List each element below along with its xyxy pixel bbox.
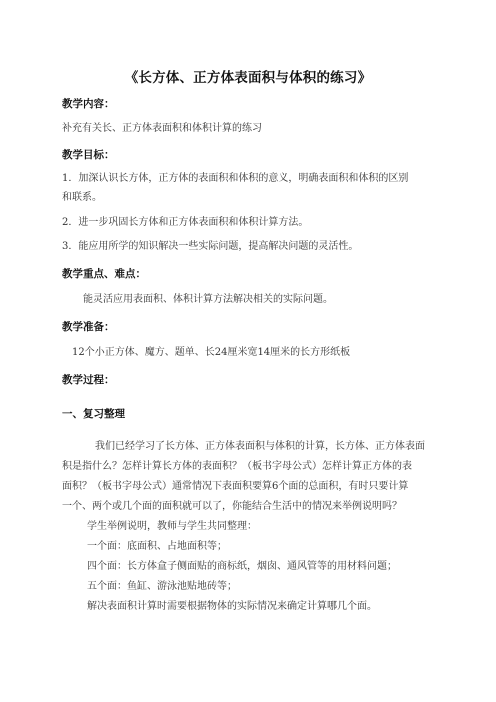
content-text: 补充有关长、正方体表面积和体积计算的练习 bbox=[62, 123, 262, 134]
review-para-line-1: 我们已经学习了长方体、正方体表面积与体积的计算，长方体、正方体表面 bbox=[95, 441, 425, 452]
content-heading: 教学内容： bbox=[62, 98, 115, 110]
goal-3: 3．能应用所学的知识解决一些实际问题，提高解决问题的灵活性。 bbox=[62, 241, 359, 252]
review-para-line-3: 面积？（板书字母公式）通常情况下表面积要算6个面的总面积，有时只要计算 bbox=[62, 481, 409, 492]
document-title: 《长方体、正方体表面积与体积的练习》 bbox=[124, 70, 372, 86]
goal-1-line-1: 1．加深认识长方体，正方体的表面积和体积的意义，明确表面积和体积的区别 bbox=[62, 173, 409, 184]
conclusion-line: 解决表面积计算时需要根据物体的实际情况来确定计算哪几个面。 bbox=[87, 601, 377, 612]
one-face-line: 一个面：底面积、占地面积等； bbox=[87, 541, 227, 552]
review-para-line-4: 一个、两个或几个面的面积就可以了，你能结合生活中的情况来举例说明吗？ bbox=[62, 501, 402, 512]
goal-1-line-2: 和联系。 bbox=[62, 192, 102, 203]
four-faces-line: 四个面：长方体盒子侧面贴的商标纸，烟囱、通风管等的用材料问题； bbox=[87, 561, 397, 572]
prep-heading: 教学准备： bbox=[62, 321, 115, 333]
review-heading: 一、复习整理 bbox=[62, 408, 125, 420]
keypoints-text: 能灵活应用表面积、体积计算方法解决相关的实际问题。 bbox=[83, 294, 333, 305]
goals-heading: 教学目标： bbox=[62, 149, 115, 161]
prep-text: 12个小正方体、魔方、题单、长24厘米宽14厘米的长方形纸板 bbox=[72, 347, 351, 358]
process-heading: 教学过程： bbox=[62, 374, 115, 386]
five-faces-line: 五个面：鱼缸、游泳池贴地砖等； bbox=[87, 581, 237, 592]
keypoints-heading: 教学重点、难点： bbox=[62, 268, 146, 280]
students-line: 学生举例说明，教师与学生共同整理： bbox=[87, 521, 257, 532]
review-para-line-2: 积是指什么？怎样计算长方体的表面积？（板书字母公式）怎样计算正方体的表 bbox=[62, 461, 412, 472]
goal-2: 2．进一步巩固长方体和正方体表面积和体积计算方法。 bbox=[62, 217, 309, 228]
